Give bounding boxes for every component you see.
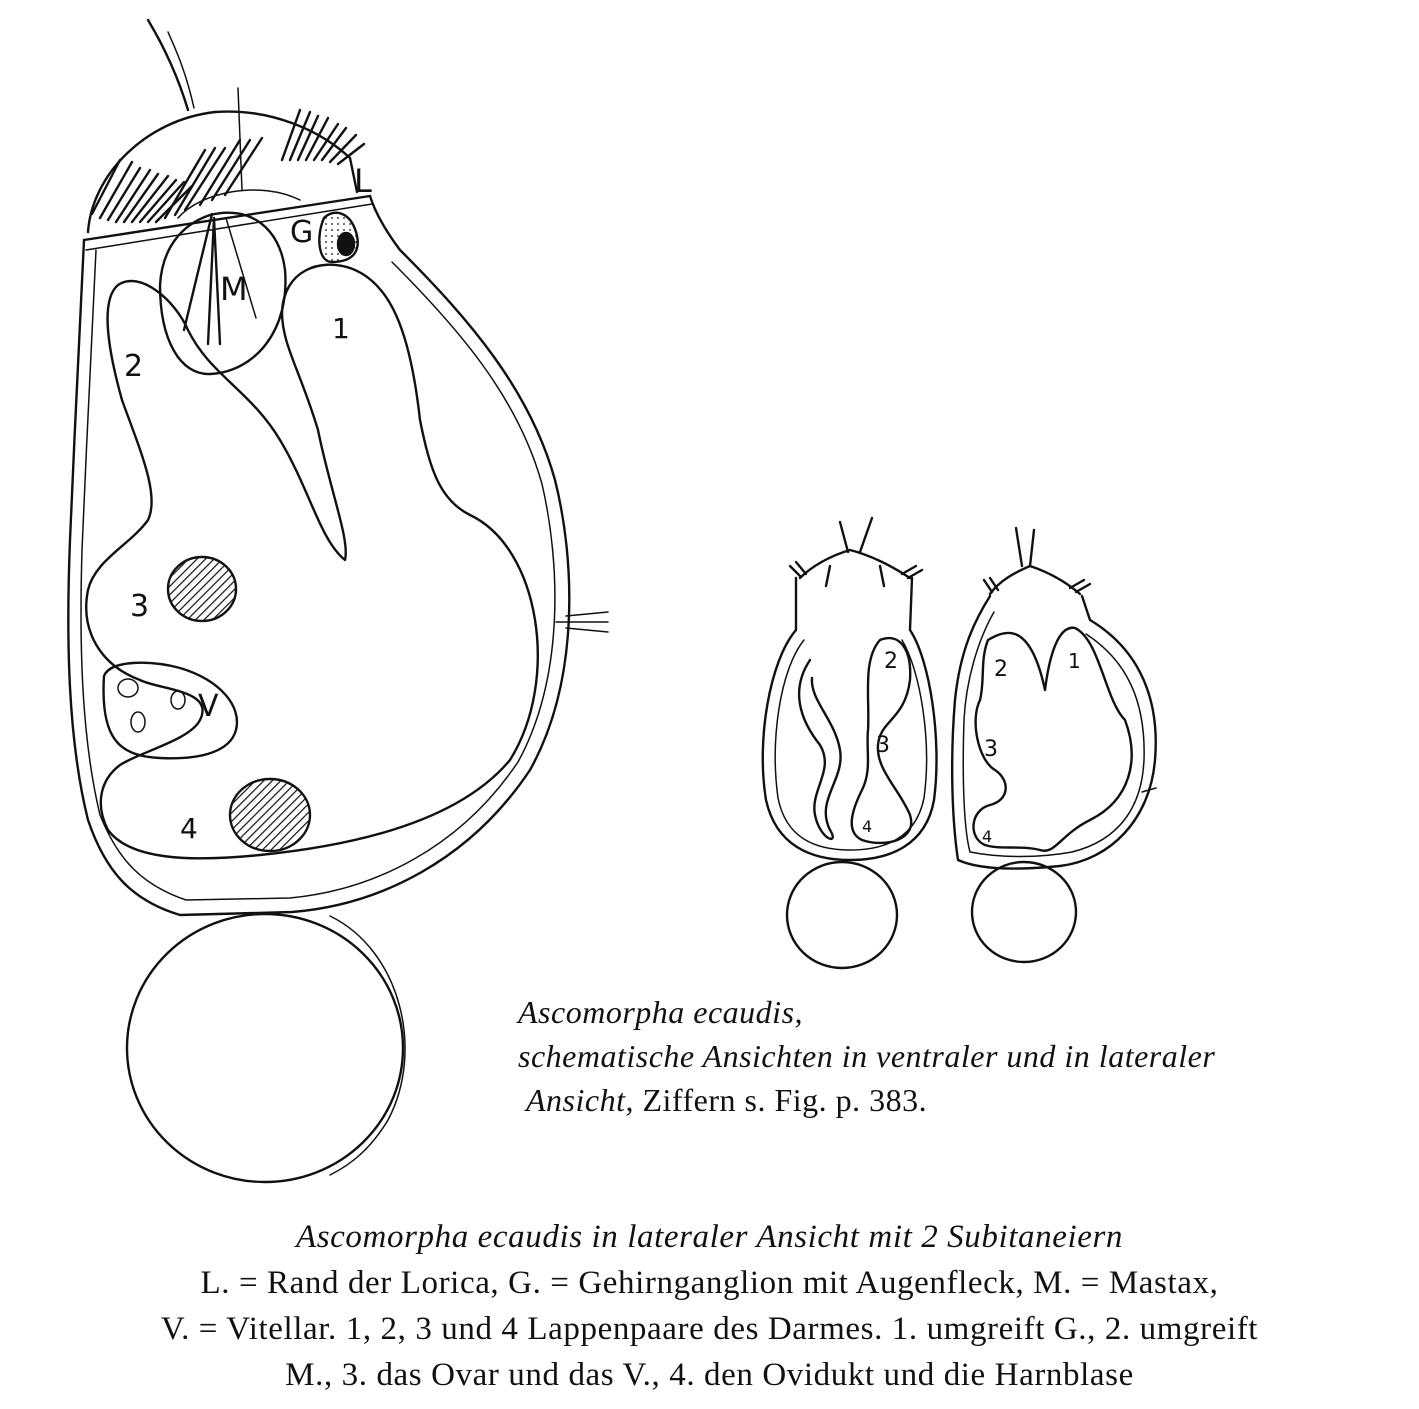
- label-lorica: L: [354, 162, 372, 200]
- ventral-label-3: 3: [876, 733, 890, 758]
- lateral-label-1: 1: [1068, 649, 1081, 673]
- small-caption-line-3-rest: Ziffern s. Fig. p. 383.: [633, 1082, 928, 1118]
- ventral-head: [800, 550, 910, 578]
- main-caption-line-1: L. = Rand der Lorica, G. = Gehirnganglion mit Augenfleck, M. = Mastax,: [200, 1265, 1219, 1301]
- vitellar-nucleus-2: [131, 712, 145, 732]
- lorica-outer-outline: [68, 196, 569, 915]
- label-lobe-3: 3: [130, 589, 150, 624]
- vitellar-nucleus-3: [171, 691, 185, 709]
- label-lobe-2: 2: [124, 349, 144, 384]
- label-lobe-4: 4: [180, 812, 198, 845]
- label-vitellar: V: [198, 689, 219, 724]
- egg-lateral: [972, 862, 1076, 962]
- lateral-label-3: 3: [984, 737, 998, 762]
- main-caption-line-3: M., 3. das Ovar und das V., 4. den Ovidukt und die Harnblase: [285, 1357, 1134, 1393]
- long-bristle-2: [168, 32, 194, 108]
- gut-lobes-outline: [86, 265, 538, 859]
- mastax-jaw-2: [208, 218, 220, 344]
- eye-spot: [338, 233, 354, 255]
- lateral-head: [990, 566, 1080, 594]
- lateral-label-2: 2: [994, 657, 1008, 682]
- hatched-spot-upper: [168, 557, 236, 621]
- label-lobe-1: 1: [332, 312, 350, 345]
- ventral-gut-left: [799, 660, 840, 839]
- label-mastax: M: [220, 270, 248, 308]
- main-caption-title: Ascomorpha ecaudis in lateraler Ansicht mit 2 Subitaneiern: [295, 1219, 1124, 1255]
- label-ganglion: G: [290, 215, 314, 250]
- small-figure-caption: [518, 990, 1215, 1122]
- lateral-antenna: [556, 612, 608, 632]
- ventral-label-4: 4: [862, 817, 873, 836]
- lateral-label-4: 4: [982, 827, 993, 846]
- egg-ventral: [787, 862, 897, 968]
- main-caption-line-2: V. = Vitellar. 1, 2, 3 und 4 Lappenpaare des Darmes. 1. umgreift G., 2. umgreift: [160, 1311, 1259, 1347]
- egg-big: [127, 914, 403, 1182]
- ventral-view-drawing: [763, 518, 937, 968]
- vitellar-nucleus-1: [118, 679, 138, 697]
- ventral-label-2: 2: [884, 649, 898, 674]
- lorica-inner-outline: [81, 250, 555, 900]
- small-caption-line-3: [518, 1078, 1215, 1122]
- corona-cilia: [92, 110, 364, 222]
- small-caption-line-3-italic: Ansicht,: [526, 1082, 634, 1118]
- small-caption-species: Ascomorpha ecaudis,: [518, 994, 804, 1030]
- small-caption-line-2: schematische Ansichten in ventraler und in lateraler: [518, 1038, 1216, 1074]
- main-figure-caption: [0, 1214, 1419, 1398]
- hatched-spot-lower: [230, 779, 310, 851]
- lateral-view-drawing: [952, 528, 1156, 962]
